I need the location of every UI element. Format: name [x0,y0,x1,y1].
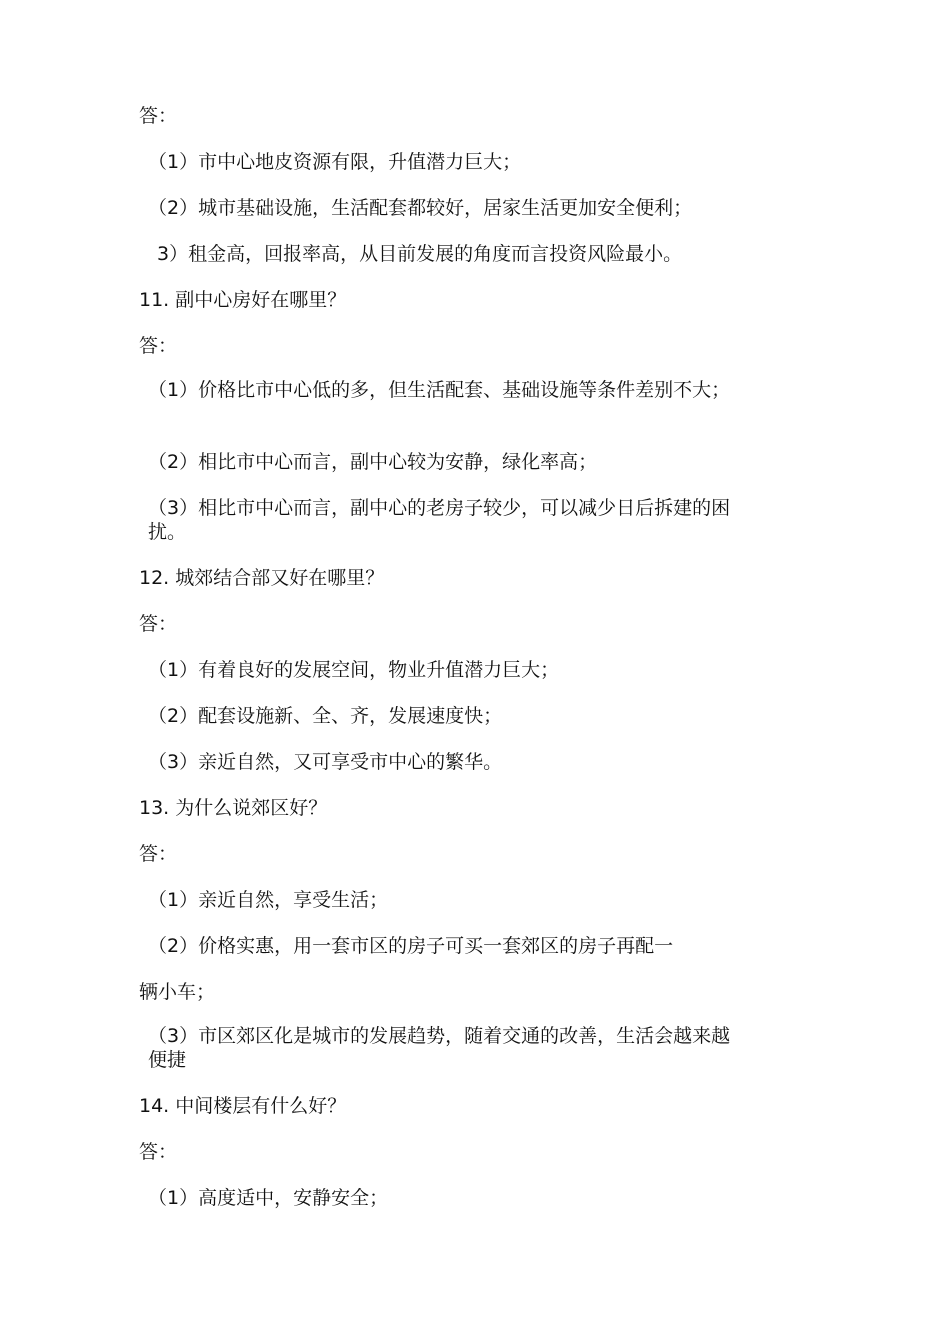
answer-label: 答： [139,1141,178,1163]
question-heading: 14. 中间楼层有什么好？ [139,1095,347,1117]
answer-item: （1）有着良好的发展空间，物业升值潜力巨大； [148,659,560,681]
answer-item: （1）高度适中，安静安全； [148,1187,389,1209]
answer-item: （3）市区郊区化是城市的发展趋势，随着交通的改善，生活会越来越便捷 [148,1025,731,1071]
answer-item: （3）相比市中心而言，副中心的老房子较少，可以减少日后拆建的困扰。 [148,497,731,543]
answer-label: 答： [139,843,178,865]
answer-label: 答： [139,105,178,127]
answer-item: （2）价格实惠，用一套市区的房子可买一套郊区的房子再配一 [148,935,674,957]
answer-item: （2）配套设施新、全、齐，发展速度快； [148,705,503,727]
answer-item-continuation: 辆小车； [139,981,216,1003]
answer-label: 答： [139,613,178,635]
answer-item: 3）租金高，回报率高，从目前发展的角度而言投资风险最小。 [157,243,683,265]
answer-item: （2）城市基础设施，生活配套都较好，居家生活更加安全便利； [148,197,693,219]
answer-item: （1）亲近自然，享受生活； [148,889,389,911]
question-heading: 13. 为什么说郊区好？ [139,797,328,819]
answer-label: 答： [139,335,178,357]
question-heading: 11. 副中心房好在哪里？ [139,289,347,311]
answer-item: （1）市中心地皮资源有限，升值潜力巨大； [148,151,522,173]
answer-item: （1）价格比市中心低的多，但生活配套、基础设施等条件差别不大； [148,379,731,401]
answer-item: （2）相比市中心而言，副中心较为安静，绿化率高； [148,451,598,473]
answer-item: （3）亲近自然，又可享受市中心的繁华。 [148,751,503,773]
question-heading: 12. 城郊结合部又好在哪里？ [139,567,385,589]
